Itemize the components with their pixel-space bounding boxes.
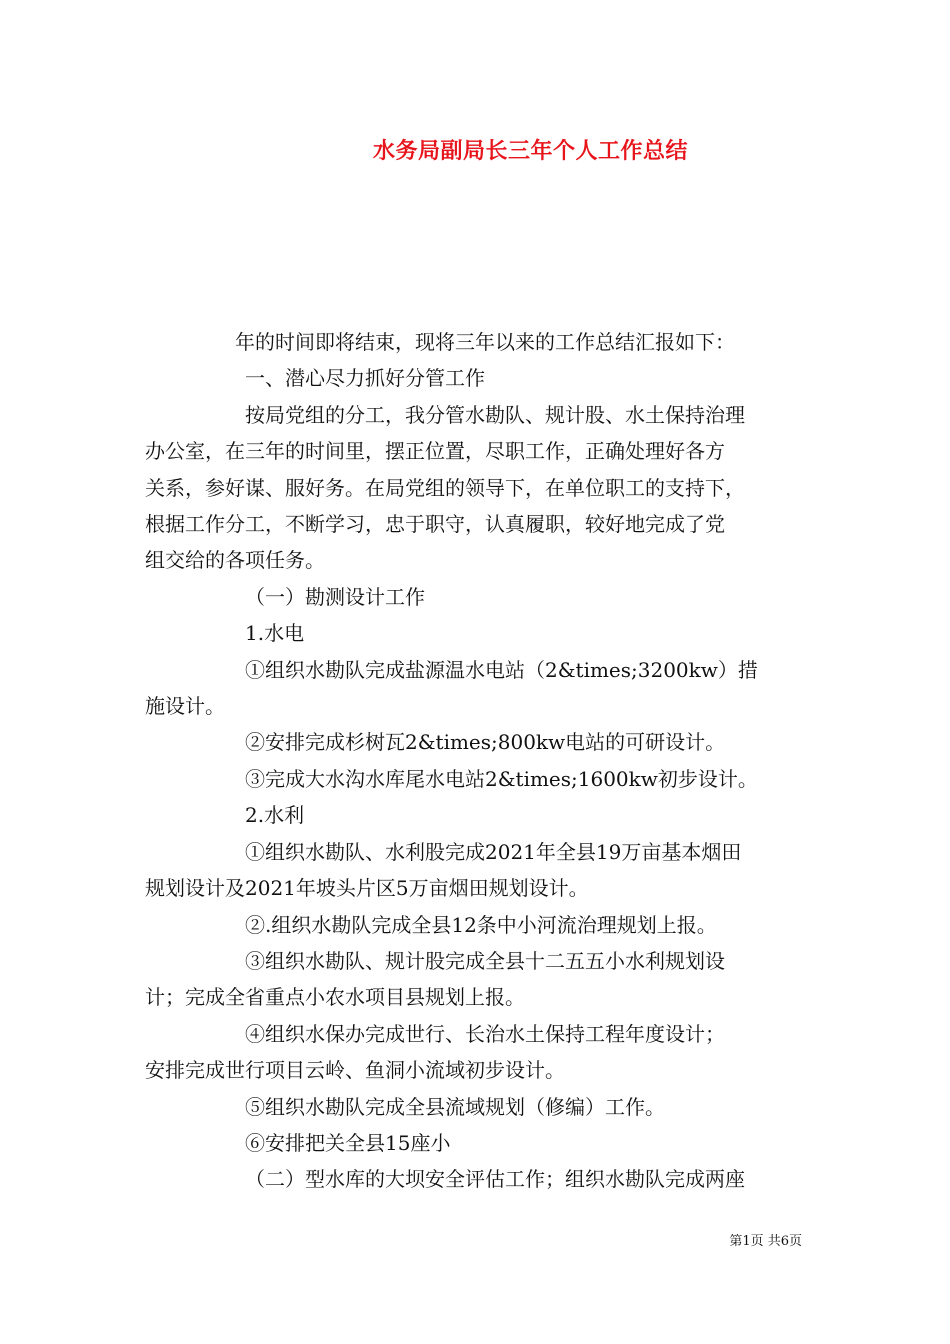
page-footer: 第1页 共6页 xyxy=(729,1234,802,1249)
paragraph-line: ①组织水勘队、水利股完成2021年全县19万亩基本烟田 xyxy=(245,839,742,864)
paragraph-line: 办公室，在三年的时间里，摆正位置，尽职工作，正确处理好各方 xyxy=(145,439,725,464)
paragraph-line: 计；完成全省重点小农水项目县规划上报。 xyxy=(145,985,525,1010)
paragraph-line: 规划设计及2021年坡头片区5万亩烟田规划设计。 xyxy=(145,876,589,901)
paragraph-line: （二）型水库的大坝安全评估工作；组织水勘队完成两座 xyxy=(245,1167,745,1192)
paragraph-line: 2.水利 xyxy=(245,803,305,828)
paragraph-line: ⑤组织水勘队完成全县流域规划（修编）工作。 xyxy=(245,1094,665,1119)
paragraph-line: 安排完成世行项目云岭、鱼洞小流域初步设计。 xyxy=(145,1058,565,1083)
paragraph-line: 根据工作分工，不断学习，忠于职守，认真履职，较好地完成了党 xyxy=(145,512,725,537)
document-title: 水务局副局长三年个人工作总结 xyxy=(373,139,689,164)
paragraph-line: 组交给的各项任务。 xyxy=(145,548,325,573)
paragraph-line: ③完成大水沟水库尾水电站2&times;1600kw初步设计。 xyxy=(245,766,758,791)
paragraph-line: ①组织水勘队完成盐源温水电站（2&times;3200kw）措 xyxy=(245,657,758,682)
paragraph-line: 1.水电 xyxy=(245,621,305,646)
paragraph-line: 年的时间即将结束，现将三年以来的工作总结汇报如下： xyxy=(235,330,735,354)
paragraph-line: ⑥安排把关全县15座小 xyxy=(245,1130,451,1155)
paragraph-line: ②安排完成杉树瓦2&times;800kw电站的可研设计。 xyxy=(245,730,726,755)
paragraph-line: 一、潜心尽力抓好分管工作 xyxy=(245,366,485,391)
paragraph-line: ④组织水保办完成世行、长治水土保持工程年度设计； xyxy=(245,1021,725,1046)
paragraph-line: 关系，参好谋、服好务。在局党组的领导下，在单位职工的支持下， xyxy=(145,475,745,500)
paragraph-line: ②.组织水勘队完成全县12条中小河流治理规划上报。 xyxy=(245,912,717,937)
paragraph-line: 按局党组的分工，我分管水勘队、规计股、水土保持治理 xyxy=(245,402,745,427)
paragraph-line: 施设计。 xyxy=(145,694,225,719)
paragraph-line: （一）勘测设计工作 xyxy=(245,584,425,609)
document-body xyxy=(145,324,810,1198)
paragraph-line: ③组织水勘队、规计股完成全县十二五五小水利规划设 xyxy=(245,948,725,973)
